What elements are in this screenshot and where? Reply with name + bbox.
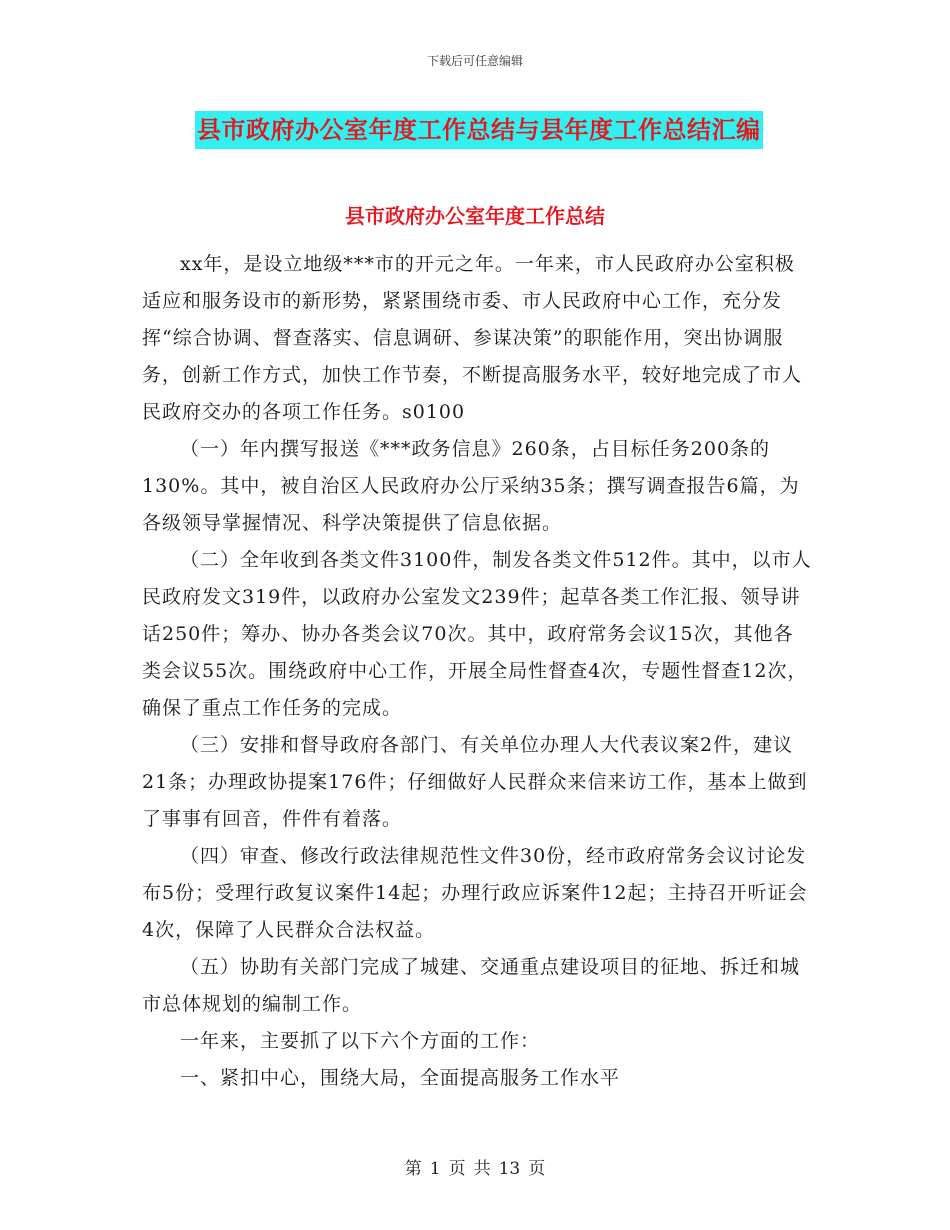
paragraph-summary: 一年来，主要抓了以下六个方面的工作：	[180, 1030, 541, 1052]
footer-di: 第	[404, 1159, 422, 1179]
document-title: 县市政府办公室年度工作总结与县年度工作总结汇编	[195, 111, 763, 149]
paragraph-intro: xx年，是设立地级***市的开元之年。一年来，市人民政府办公室积极适应和服务设市的新形势，紧紧围绕市委、市人民政府中心工作，充分发挥“综合协调、督查落实、信息调研、参谋决策”的职能作用，突出协调服务，创新工作方式，加快工作节奏，不断提高服务水平，较好地完成了市人民政府交办的各项工作任务。s0100	[142, 253, 803, 423]
footer-ye-2: 页	[528, 1159, 546, 1179]
document-body	[142, 246, 812, 1097]
footer-ye: 页	[448, 1159, 466, 1179]
paragraph-item-5: （五）协助有关部门完成了城建、交通重点建设项目的征地、拆迁和城市总体规划的编制工作。	[142, 956, 801, 1015]
footer-page-number: 1	[429, 1159, 441, 1179]
footer-gong: 共	[473, 1159, 491, 1179]
header-note: 下载后可任意编辑	[426, 54, 523, 68]
paragraph-item-4: （四）审查、修改行政法律规范性文件30份，经市政府常务会议讨论发布5份；受理行政复议案件14起；办理行政应诉案件12起；主持召开听证会4次，保障了人民群众合法权益。	[142, 845, 808, 941]
section-title: 县市政府办公室年度工作总结	[345, 204, 605, 228]
paragraph-item-3: （三）安排和督导政府各部门、有关单位办理人大代表议案2件，建议21条；办理政协提案176件；仔细做好人民群众来信来访工作，基本上做到了事事有回音，件件有着落。	[142, 734, 808, 830]
page-footer	[0, 1154, 950, 1179]
paragraph-heading-1: 一、紧扣中心，围绕大局，全面提高服务工作水平	[180, 1067, 621, 1089]
footer-total-pages: 13	[498, 1159, 521, 1179]
paragraph-item-2: （二）全年收到各类文件3100件，制发各类文件512件。其中，以市人民政府发文319件，以政府办公室发文239件；起草各类工作汇报、领导讲话250件；筹办、协办各类会议70次。其中，政府常务会议15次，其他各类会议55次。围绕政府中心工作，开展全局性督查4次，专题性督查12次，确保了重点工作任务的完成。	[142, 549, 812, 719]
paragraph-item-1: （一）年内撰写报送《***政务信息》260条，占目标任务200条的130%。其中，被自治区人民政府办公厅采纳35条；撰写调查报告6篇，为各级领导掌握情况、科学决策提供了信息依据。	[142, 438, 800, 534]
